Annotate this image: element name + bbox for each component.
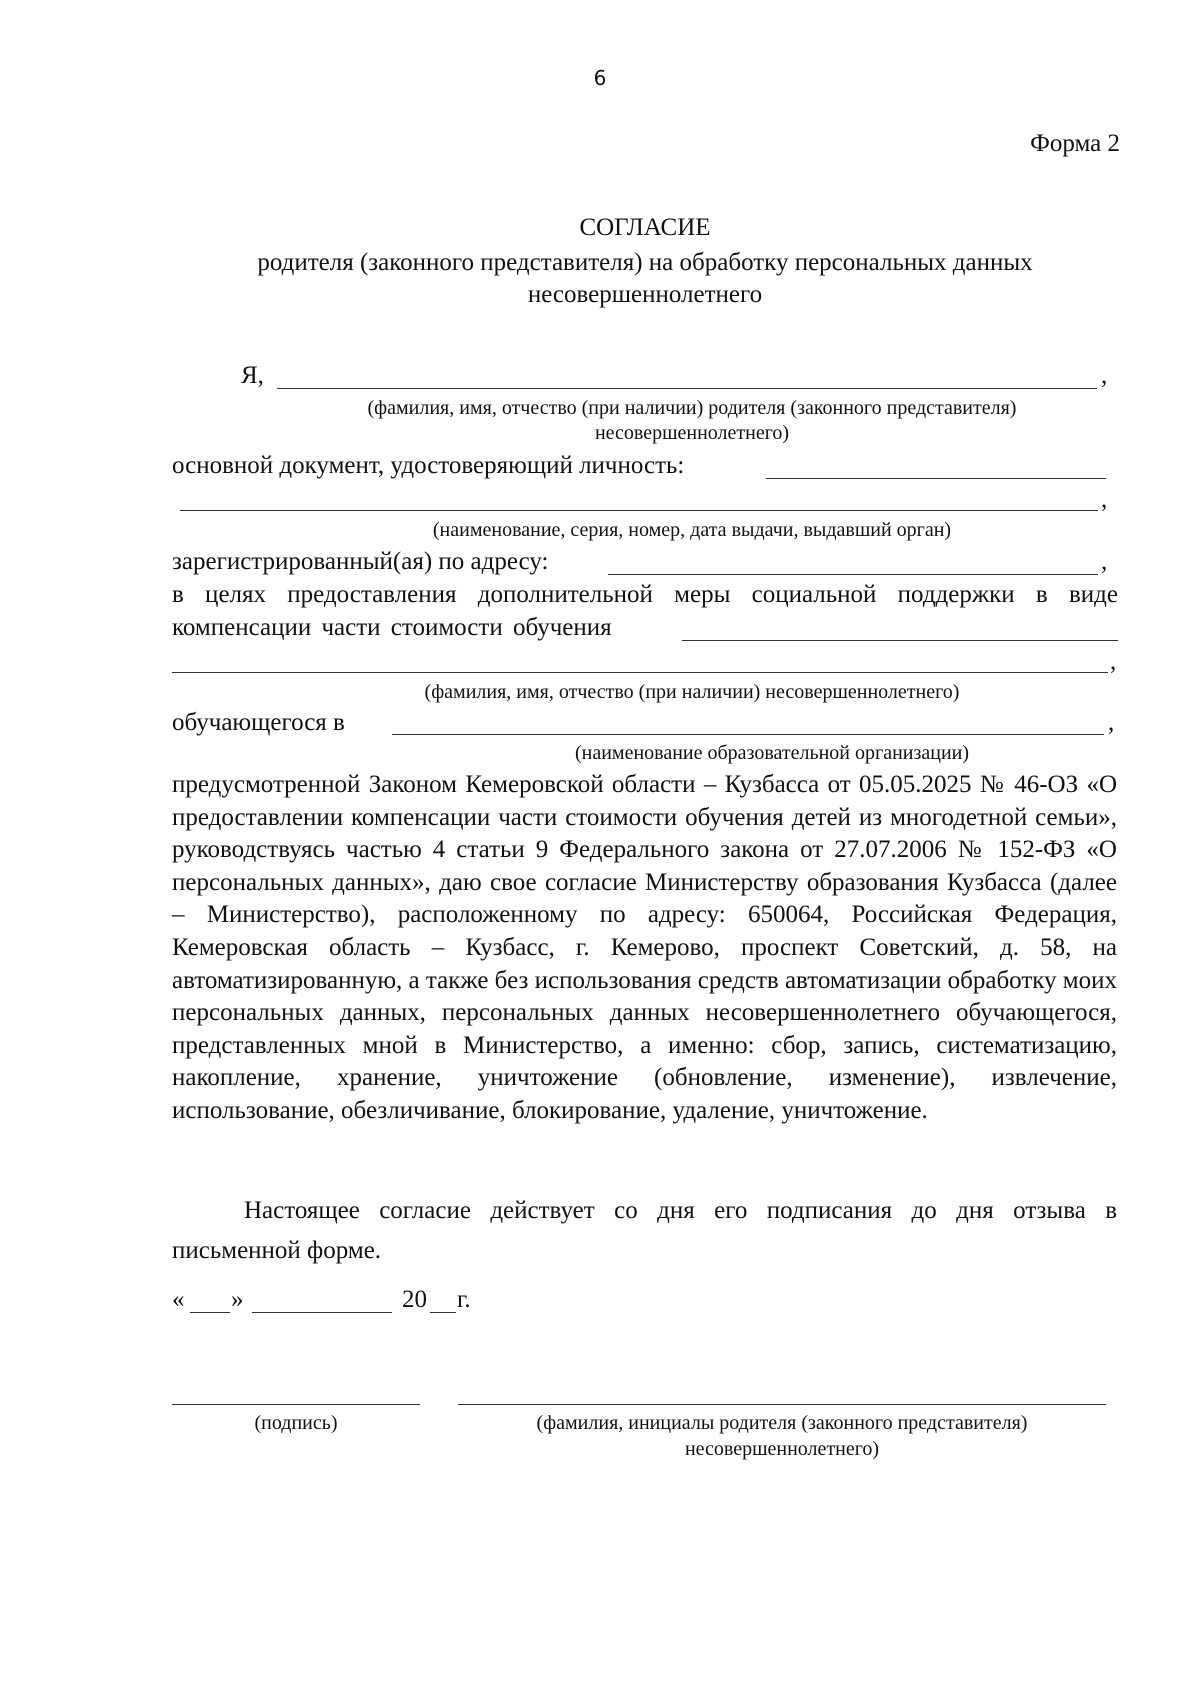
document-subtitle-line2: несовершеннолетнего <box>527 281 763 308</box>
document-title: СОГЛАСИЕ <box>579 214 711 241</box>
parent-fio-comma: , <box>1101 362 1108 389</box>
school-label: обучающегося в <box>172 709 345 736</box>
signer-name-field[interactable] <box>458 1404 1106 1405</box>
signature-hint: (подпись) <box>254 1412 338 1434</box>
date-year-prefix: 20 <box>402 1286 427 1313</box>
child-fio-field-2[interactable] <box>172 672 1108 673</box>
address-field[interactable] <box>608 574 1098 575</box>
signer-name-hint-line1: (фамилия, инициалы родителя (законного представителя) <box>536 1412 1028 1434</box>
purpose-line1: в целях предоставления дополнительной меры социальной поддержки в виде <box>172 581 1118 608</box>
id-doc-field-1[interactable] <box>766 478 1106 479</box>
id-doc-field-2[interactable] <box>180 510 1098 511</box>
child-fio-hint: (фамилия, имя, отчество (при наличии) несовершеннолетнего) <box>424 681 960 703</box>
date-year-suffix: г. <box>457 1286 471 1313</box>
signer-name-hint-line2: несовершеннолетнего) <box>684 1438 880 1460</box>
school-field[interactable] <box>392 734 1104 735</box>
date-month-field[interactable] <box>252 1312 392 1313</box>
school-hint: (наименование образовательной организации) <box>574 742 970 764</box>
child-fio-field-1[interactable] <box>682 640 1118 641</box>
purpose-line2: компенсации части стоимости обучения <box>172 614 612 641</box>
id-doc-label: основной документ, удостоверяющий личность: <box>172 452 685 479</box>
signature-field[interactable] <box>172 1404 420 1405</box>
date-open-quote: « <box>172 1286 185 1313</box>
form-label: Форма 2 <box>1030 130 1120 157</box>
address-label: зарегистрированный(ая) по адресу: <box>172 548 549 575</box>
date-close-quote: » <box>231 1286 244 1313</box>
date-day-field[interactable] <box>190 1312 230 1313</box>
validity-paragraph: Настоящее согласие действует со дня его подписания до дня отзыва в письменной форме. <box>172 1197 1117 1264</box>
ya-label: Я, <box>241 362 264 389</box>
id-doc-hint: (наименование, серия, номер, дата выдачи, выдавший орган) <box>432 519 952 541</box>
id-doc-comma: , <box>1101 486 1108 513</box>
parent-fio-hint-line2: несовершеннолетнего) <box>594 422 790 444</box>
parent-fio-hint-line1: (фамилия, имя, отчество (при наличии) родителя (законного представителя) <box>367 397 1017 419</box>
parent-fio-field[interactable] <box>277 388 1097 389</box>
consent-body-paragraph: предусмотренной Законом Кемеровской области – Кузбасса от 05.05.2025 № 46-ОЗ «О предоставлении компенсации части стоимости обучения детей из многодетной семьи», руководствуясь частью 4 статьи 9 Федерального закона от 27.07.2006 № 152-ФЗ «О персональных данных», даю свое согласие Министерству образования Кузбасса (далее – Министерство), расположенному по адресу: 650064, Российская Федерация, Кемеровская область – Кузбасс, г. Кемерово, проспект Советский, д. 58, на автоматизированную, а также без использования средств автоматизации обработку моих персональных данных, персональных данных несовершеннолетнего обучающегося, представленных мной в Министерство, а именно: сбор, запись, систематизацию, накопление, хранение, уничтожение (обновление, изменение), извлечение, использование, обезличивание, блокирование, удаление, уничтожение. <box>172 771 1117 1124</box>
child-fio-comma: , <box>1110 648 1117 675</box>
address-comma: , <box>1101 548 1108 575</box>
document-subtitle-line1: родителя (законного представителя) на обработку персональных данных <box>257 249 1033 276</box>
page-number: 6 <box>593 66 607 90</box>
school-comma: , <box>1108 709 1115 736</box>
date-year-field[interactable] <box>430 1312 456 1313</box>
